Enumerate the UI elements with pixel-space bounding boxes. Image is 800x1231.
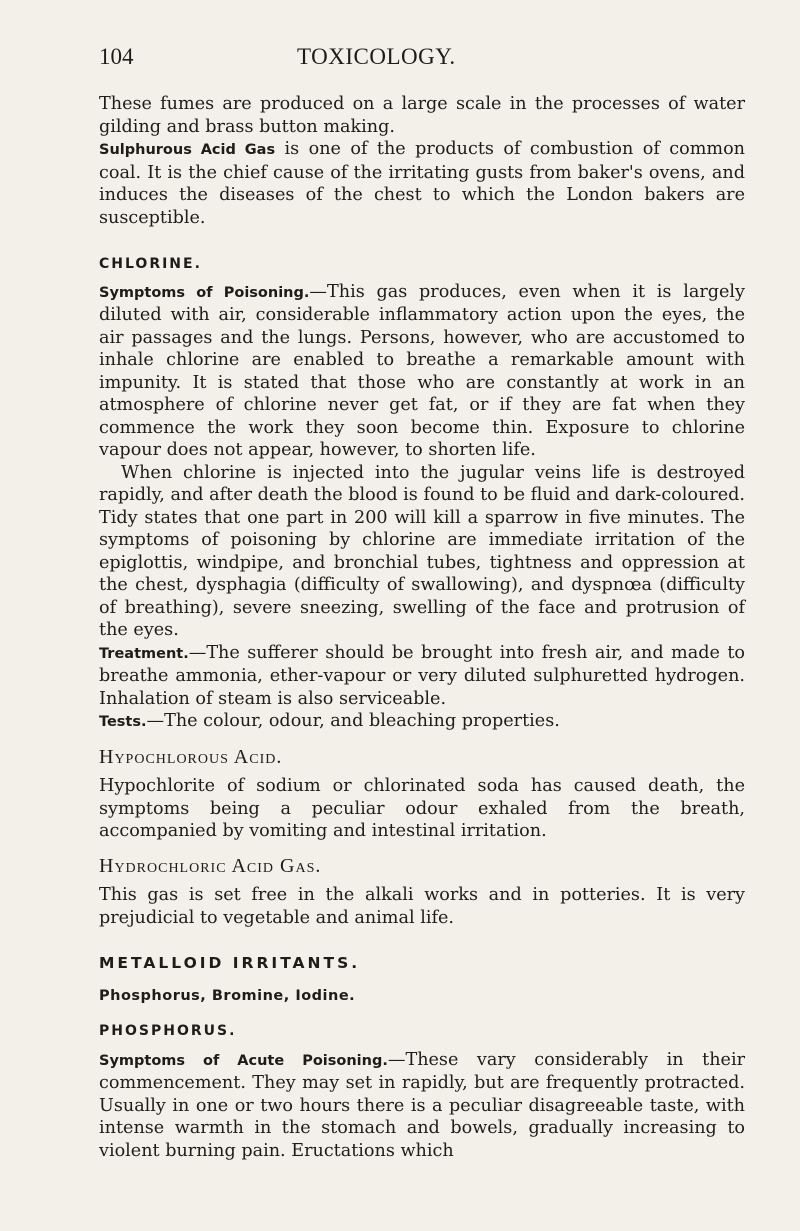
hypochlorous-heading: Hypochlorous Acid.	[99, 745, 283, 768]
metalloid-heading: METALLOID IRRITANTS.	[99, 954, 361, 972]
sulphurous-lead: Sulphurous Acid Gas	[99, 142, 276, 158]
chlorine-treatment-lead: Treatment.	[99, 645, 189, 662]
sulphurous-paragraph	[99, 138, 745, 229]
body-text	[99, 93, 745, 1162]
chlorine-tests-text: —The colour, odour, and bleaching properties.	[146, 711, 560, 731]
chlorine-symptoms-text: —This gas produces, even when it is largely diluted with air, considerable inflammatory action upon the eyes, the air passages and the lungs. Persons, however, who are accustomed to inhale chlorine are enabled to breathe a remarkable amount with impunity. It is stated that those who are constantly at work in an atmosphere of chlorine never get fat, or if they are fat when they commence the work they soon become thin. Exposure to chlorine vapour does not appear, however, to shorten life.	[99, 281, 745, 460]
chlorine-symptoms-lead: Symptoms of Poisoning.	[99, 284, 310, 301]
chlorine-injection-paragraph: When chlorine is injected into the jugular veins life is destroyed rapidly, and after death the blood is found to be fluid and dark-coloured. Tidy states that one part in 200 will kill a sparrow in five minutes. The symptoms of poisoning by chlorine are immediate irritation of the epiglottis, windpipe, and bronchial tubes, tightness and oppression at the chest, dysphagia (difficulty of swallowing), and dyspnœa (difficulty of breathing), severe sneezing, swelling of the face and protrusion of the eyes.	[99, 462, 745, 640]
phosphorus-symptoms-lead: Symptoms of Acute Poisoning.	[99, 1052, 388, 1069]
phosphorus-symptoms-text: —These vary considerably in their commencement. They may set in rapidly, but are frequently protracted. Usually in one or two hours there is a peculiar disagreeable taste, with intense warmth in the stomach and bowels, gradually increasing to violent burning pain. Eructations which	[99, 1049, 745, 1161]
metalloid-subheading: Phosphorus, Bromine, Iodine.	[99, 987, 356, 1004]
hypochlorous-paragraph: Hypochlorite of sodium or chlorinated soda has caused death, the symptoms being a peculiar odour exhaled from the breath, accompanied by vomiting and intestinal irritation.	[99, 776, 745, 841]
page-number: 104	[99, 44, 134, 69]
fumes-paragraph: These fumes are produced on a large scale in the processes of water gilding and brass button making.	[99, 94, 745, 137]
chlorine-tests-paragraph	[99, 710, 745, 734]
chlorine-tests-lead: Tests.	[99, 714, 147, 730]
hydrochloric-paragraph: This gas is set free in the alkali works and in potteries. It is very prejudicial to vegetable and animal life.	[99, 885, 745, 928]
hydrochloric-heading: Hydrochloric Acid Gas.	[99, 854, 322, 877]
chlorine-heading: CHLORINE.	[99, 256, 202, 272]
phosphorus-heading: PHOSPHORUS.	[99, 1023, 237, 1039]
chlorine-treatment-paragraph	[99, 642, 745, 711]
sulphurous-text: is one of the products of combustion of common coal. It is the chief cause of the irritating gusts from baker's ovens, and induces the diseases of the chest to which the London bakers are susceptible.	[99, 139, 745, 228]
chlorine-treatment-text: —The sufferer should be brought into fresh air, and made to breathe ammonia, ether-vapour or very diluted sulphuretted hydrogen. Inhalation of steam is also serviceable.	[99, 642, 745, 709]
running-header	[99, 44, 719, 84]
phosphorus-symptoms-paragraph	[99, 1049, 745, 1163]
chlorine-symptoms-paragraph	[99, 281, 745, 462]
running-title: TOXICOLOGY.	[297, 44, 456, 69]
